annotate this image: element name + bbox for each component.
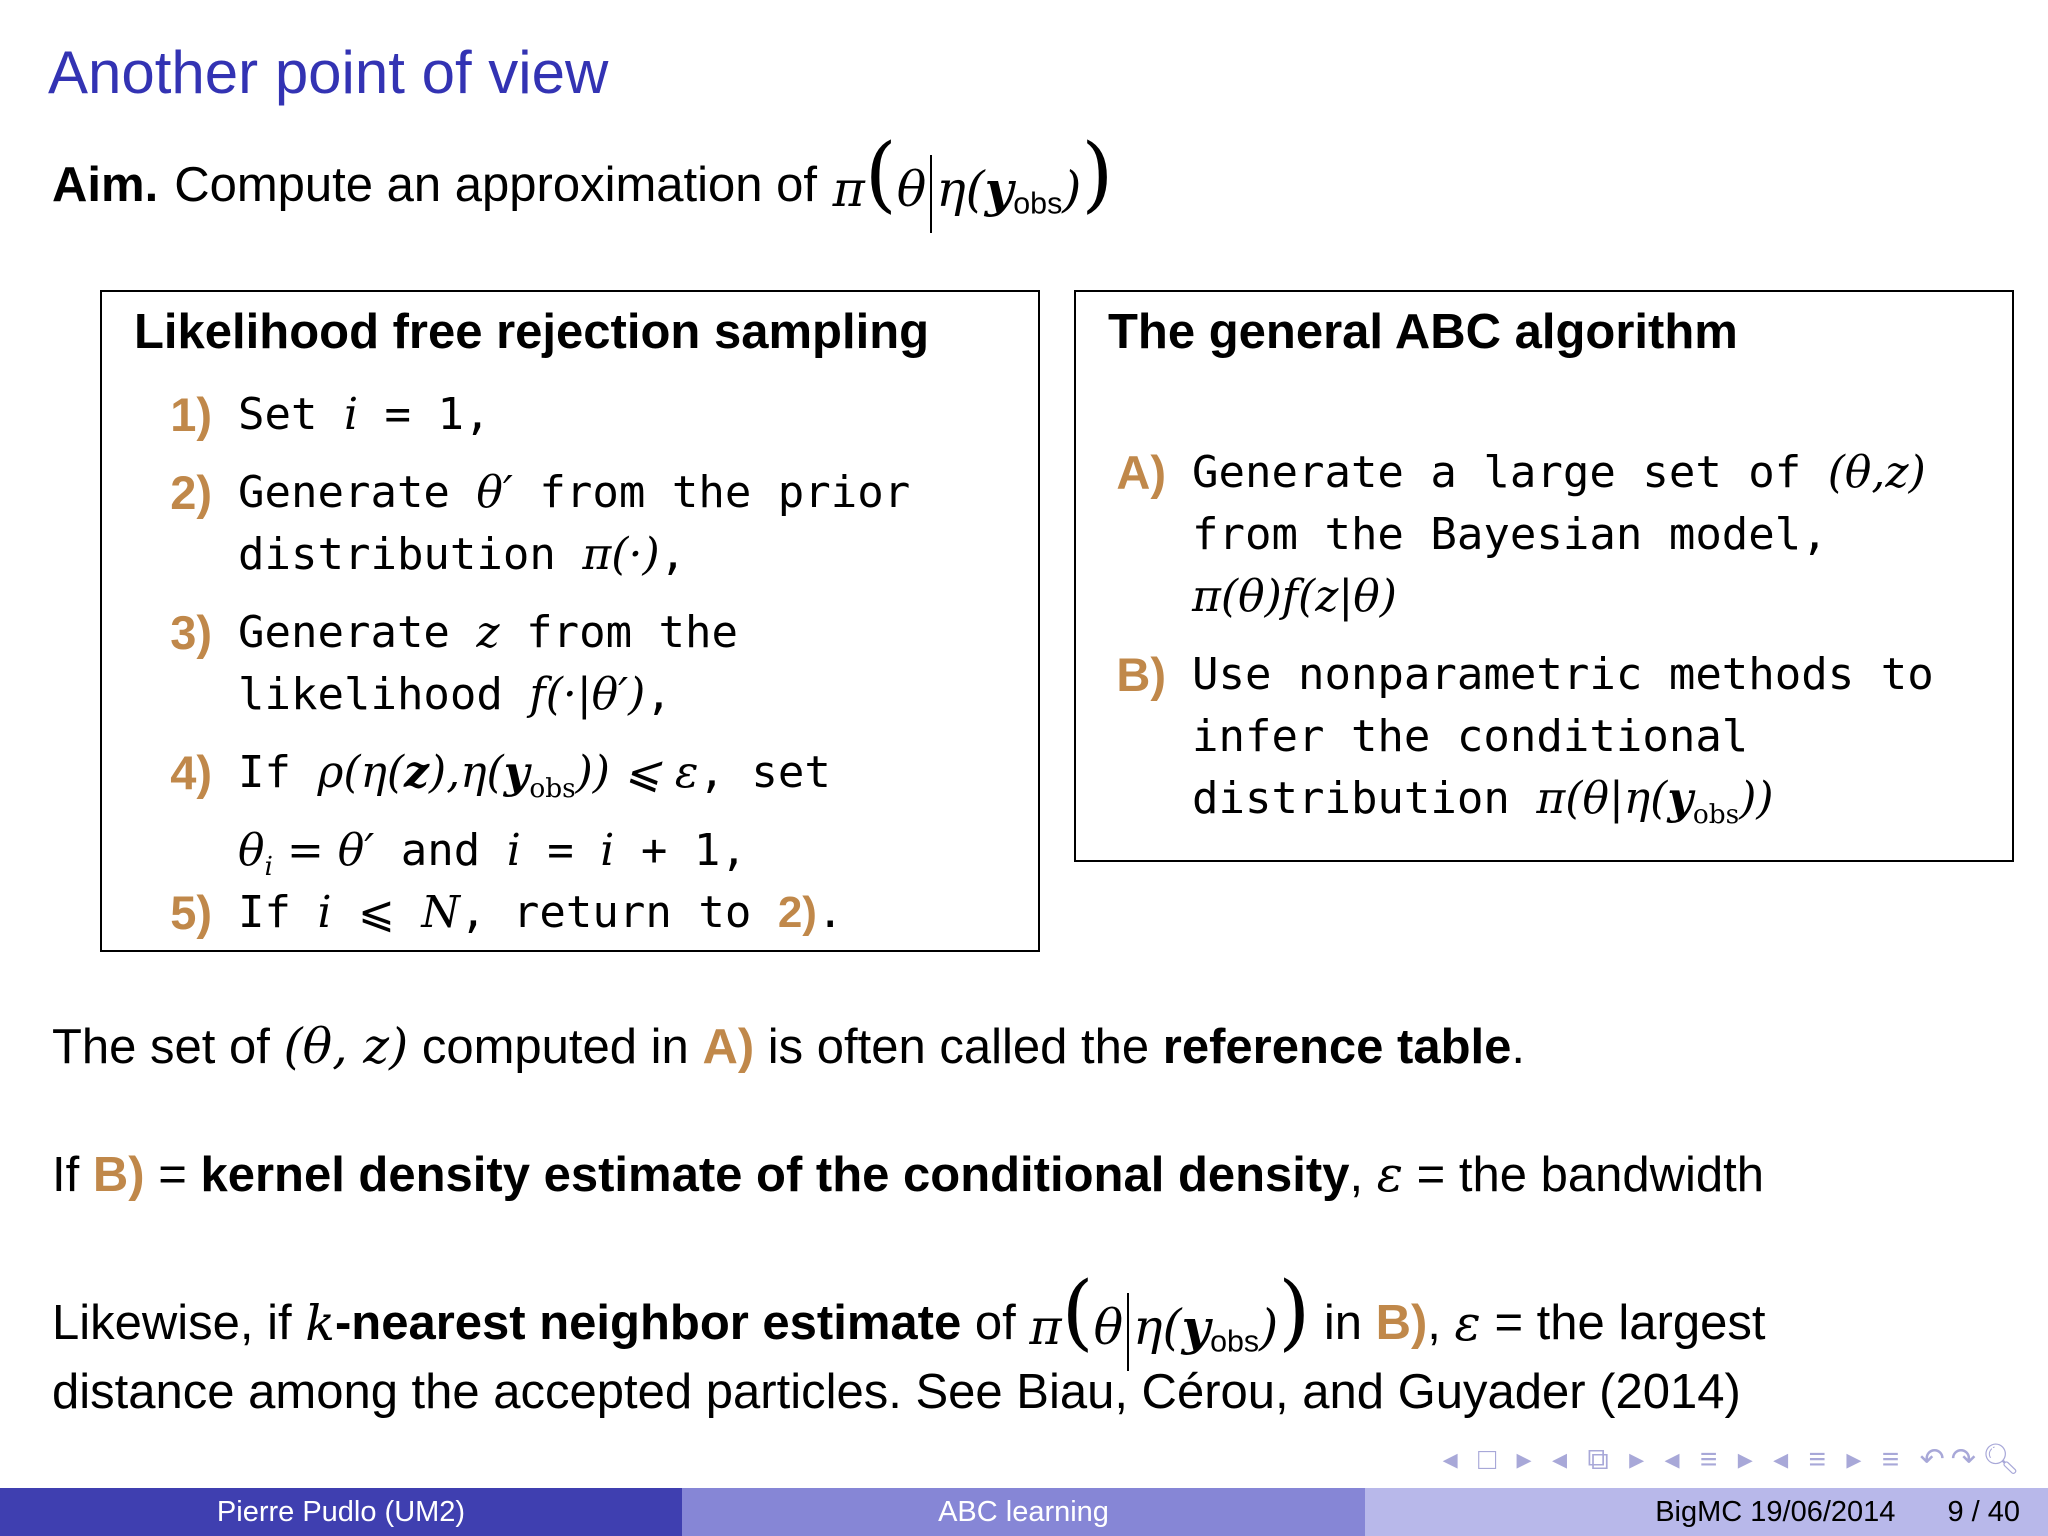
reference-table-paragraph: The set of (θ, z) computed in A) is often called the reference table. bbox=[52, 1018, 1526, 1075]
beamer-navigation[interactable] bbox=[1443, 1442, 2026, 1477]
footer-author: Pierre Pudlo (UM2) bbox=[0, 1488, 682, 1536]
step-marker: 3) bbox=[170, 606, 212, 659]
slide-footer bbox=[0, 1488, 2048, 1536]
footer-event: BigMC 19/06/2014 9 / 40 bbox=[1365, 1488, 2048, 1536]
footer-talk-title: ABC learning bbox=[682, 1488, 1365, 1536]
step-3: 3) Generate z from the likelihood f(·|θ′), bbox=[142, 602, 738, 726]
step-marker: B) bbox=[1116, 648, 1166, 701]
rejection-sampling-title: Likelihood free rejection sampling bbox=[134, 305, 930, 359]
abc-algorithm-title: The general ABC algorithm bbox=[1108, 305, 1738, 359]
aim-line bbox=[52, 127, 1114, 233]
abc-algorithm-box bbox=[1074, 290, 2014, 862]
aim-label: Aim. bbox=[52, 158, 159, 213]
step-marker: 5) bbox=[170, 886, 212, 939]
aim-formula: π(θ $\eta(y_{obs})$) bbox=[817, 138, 1113, 233]
nav-subsection-icon[interactable]: ◂ ⧉ ▸ bbox=[1551, 1443, 1651, 1476]
step-marker: 2) bbox=[170, 466, 212, 519]
nav-section-icon[interactable]: ◂ ≡ ▸ bbox=[1664, 1443, 1759, 1476]
kernel-density-paragraph: If B) = kernel density estimate of the conditional density, ε = the bandwidth bbox=[52, 1146, 1765, 1203]
step-marker: 4) bbox=[170, 746, 212, 799]
step-2: 2) Generate θ′ from the prior distribution π(·), bbox=[142, 462, 910, 586]
step-marker: 1) bbox=[170, 388, 212, 441]
step-1: 1) Set i = 1, bbox=[142, 384, 491, 446]
step-5: 5) If i ⩽ N, return to 2). bbox=[142, 882, 843, 944]
knn-paragraph-line1: Likewise, if k -nearest neighbor estimate of π(θ $\eta(y_{obs})$) in B) , ε = the largest bbox=[52, 1276, 1765, 1371]
slide-title: Another point of view bbox=[48, 39, 609, 106]
nav-search-icon[interactable]: ↶↷🔍︎ bbox=[1919, 1443, 2026, 1476]
page-number: 9 / 40 bbox=[1947, 1495, 2020, 1528]
knn-paragraph-line2: distance among the accepted particles. See Biau, Cérou, and Guyader (2014) bbox=[52, 1365, 1741, 1419]
step-a: A) Generate a large set of (θ,z) from the Bayesian model, π(θ)f(z|θ) bbox=[1096, 442, 1926, 628]
nav-menu-icon[interactable]: ≡ bbox=[1881, 1443, 1906, 1476]
nav-frame-icon[interactable]: ◂ □ ▸ bbox=[1442, 1443, 1538, 1476]
step-b: B) Use nonparametric methods to infer the conditional distribution $\pi(\theta|\eta(y_{obs}))$ bbox=[1096, 644, 1934, 846]
step-4: 4) If $\rho(\eta(z),\eta(y_{obs}))$ ⩽ ε, set $\theta_i = \theta'$ and i = i + 1, bbox=[142, 742, 831, 898]
rejection-sampling-box bbox=[100, 290, 1040, 952]
aim-text: Compute an approximation of bbox=[174, 158, 818, 213]
nav-part-icon[interactable]: ◂ ≡ ▸ bbox=[1773, 1443, 1868, 1476]
step-marker: A) bbox=[1116, 446, 1166, 499]
